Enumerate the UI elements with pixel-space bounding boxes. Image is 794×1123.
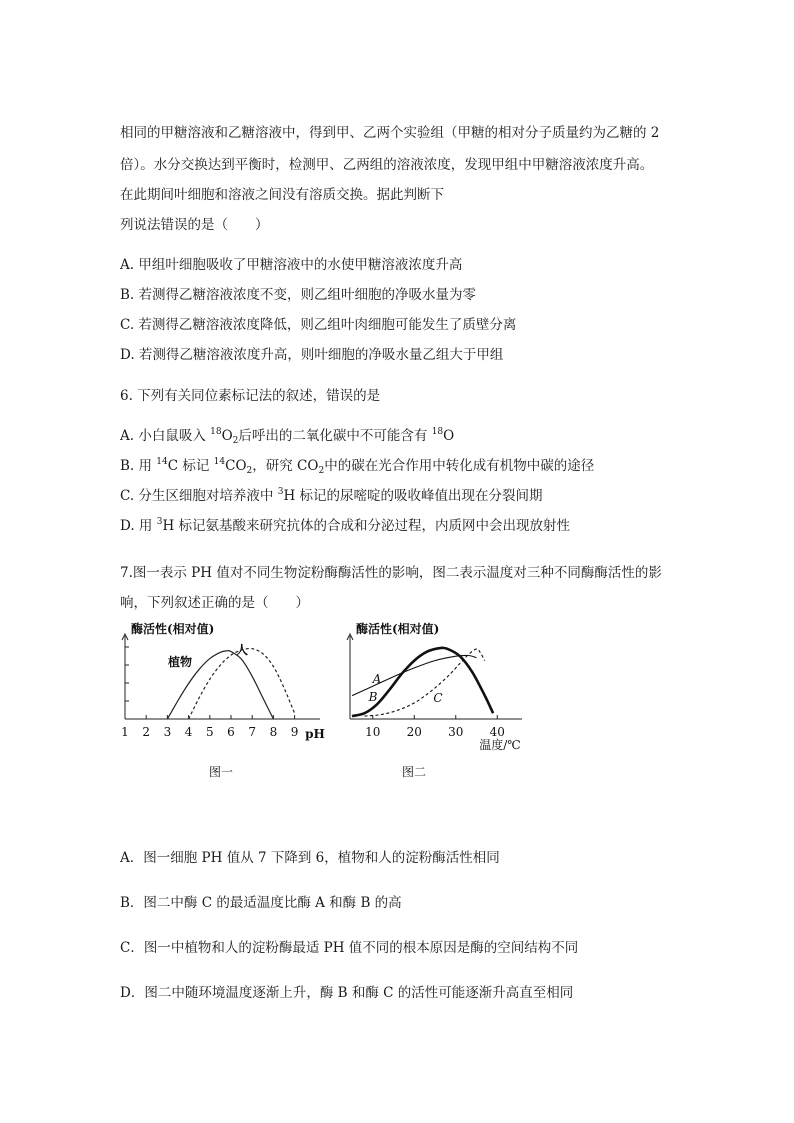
- q5-stem-line1: 相同的甲糖溶液和乙糖溶液中，得到甲、乙两个实验组（甲糖的相对分子质量约为乙糖的 2: [120, 125, 660, 141]
- series-label-B: B: [368, 690, 378, 704]
- x-tick-label: 20: [406, 725, 422, 739]
- x-tick-label: 40: [489, 725, 505, 739]
- q6-option-c-text: H 标记的尿嘧啶的吸收峰值出现在分裂间期: [283, 488, 543, 504]
- x-axis-label: pH: [305, 727, 325, 741]
- q5-option-b: B. 若测得乙糖溶液浓度不变，则乙组叶细胞的净吸水量为零: [120, 287, 477, 303]
- x-tick-label: 4: [184, 725, 193, 739]
- q6-option-b-text: B. 用: [120, 458, 157, 474]
- q6-option-c-text: C. 分生区细胞对培养液中: [120, 488, 278, 504]
- y-axis-label: 酶活性(相对值): [131, 622, 215, 636]
- x-tick-label: 1: [121, 725, 129, 739]
- x-tick-label: 7: [248, 725, 257, 739]
- q6-option-a: [120, 426, 454, 446]
- series-line-C: [365, 649, 485, 716]
- q7-stem-line1: 7.图一表示 PH 值对不同生物淀粉酶酶活性的影响，图二表示温度对三种不同酶酶活性的影: [120, 565, 662, 581]
- x-tick-label: 10: [365, 725, 381, 739]
- q6-option-b-sub1: 2: [246, 466, 253, 476]
- series-label-C: C: [433, 691, 443, 705]
- q6-option-d-text: D. 用: [120, 518, 157, 534]
- q6-option-b: [120, 456, 594, 476]
- figure-2-temperature-chart: [330, 616, 530, 791]
- q6-option-a-sup2: 18: [431, 427, 444, 437]
- x-tick-label: 5: [205, 725, 214, 739]
- x-tick-label: 9: [290, 725, 299, 739]
- x-tick-label: 30: [448, 725, 464, 739]
- q5-option-d: D. 若测得乙糖溶液浓度升高，则叶细胞的净吸水量乙组大于甲组: [120, 347, 504, 363]
- x-tick-label: 2: [142, 725, 151, 739]
- q5-option-a: A. 甲组叶细胞吸收了甲糖溶液中的水使甲糖溶液浓度升高: [120, 257, 463, 273]
- q6-option-a-text: O: [443, 428, 455, 444]
- x-tick-label: 8: [269, 725, 278, 739]
- figure-1-ph-chart: [115, 616, 340, 791]
- q6-option-b-text: C 标记: [167, 458, 214, 474]
- q7-stem-line2: 响，下列叙述正确的是（ ）: [120, 595, 309, 611]
- series-label-A: A: [372, 672, 382, 686]
- x-tick-label: 3: [163, 725, 172, 739]
- q5-stem-line4: 列说法错误的是（ ）: [120, 217, 269, 233]
- x-tick-label: 6: [227, 725, 235, 739]
- q6-option-b-sub2: 2: [318, 466, 325, 476]
- q6-stem: 6. 下列有关同位素标记法的叙述，错误的是: [120, 388, 381, 404]
- figure-caption: 图一: [208, 765, 234, 779]
- q5-stem-line3: 在此期间叶细胞和溶液之间没有溶质交换。据此判断下: [120, 187, 444, 203]
- q5-stem-line2: 倍）。水分交换达到平衡时，检测甲、乙两组的溶液浓度，发现甲组中甲糖溶液浓度升高。: [120, 157, 654, 173]
- q6-option-a-text: A. 小白鼠吸入: [120, 428, 211, 444]
- q7-option-b: B．图二中酶 C 的最适温度比酶 A 和酶 B 的高: [120, 895, 402, 911]
- q6-option-d-sup: 3: [156, 517, 163, 527]
- q6-option-b-sup1: 14: [156, 457, 168, 467]
- series-label-human: 人: [235, 643, 249, 657]
- q6-option-c-sup: 3: [277, 487, 284, 497]
- q6-option-b-sup2: 14: [213, 457, 226, 467]
- q6-option-a-sup1: 18: [210, 427, 222, 437]
- q6-option-b-text: 中的碳在光合作用中转化成有机物中碳的途径: [324, 458, 595, 474]
- q5-option-c: C. 若测得乙糖溶液浓度降低，则乙组叶肉细胞可能发生了质壁分离: [120, 317, 517, 333]
- x-axis-label: 温度/℃: [479, 738, 521, 752]
- series-label-plant: 植物: [167, 655, 193, 669]
- figure-caption: 图二: [401, 765, 427, 779]
- q6-option-a-text: O: [221, 428, 233, 444]
- q7-option-d: D．图二中随环境温度逐渐上升，酶 B 和酶 C 的活性可能逐渐升高直至相同: [120, 985, 574, 1001]
- q6-option-d: [120, 516, 570, 536]
- q7-option-a: A．图一细胞 PH 值从 7 下降到 6，植物和人的淀粉酶活性相同: [120, 850, 500, 866]
- q6-option-a-text: 后呼出的二氧化碳中不可能含有: [238, 428, 432, 444]
- q6-option-c: [120, 486, 543, 506]
- q6-option-d-text: H 标记氨基酸来研究抗体的合成和分泌过程，内质网中会出现放射性: [162, 518, 571, 534]
- q6-option-a-sub1: 2: [232, 436, 239, 446]
- q6-option-b-text: ，研究 CO: [252, 458, 319, 474]
- q6-option-b-text: CO: [225, 458, 247, 474]
- y-axis-label: 酶活性(相对值): [356, 622, 440, 636]
- q7-option-c: C．图一中植物和人的淀粉酶最适 PH 值不同的根本原因是酶的空间结构不同: [120, 940, 579, 956]
